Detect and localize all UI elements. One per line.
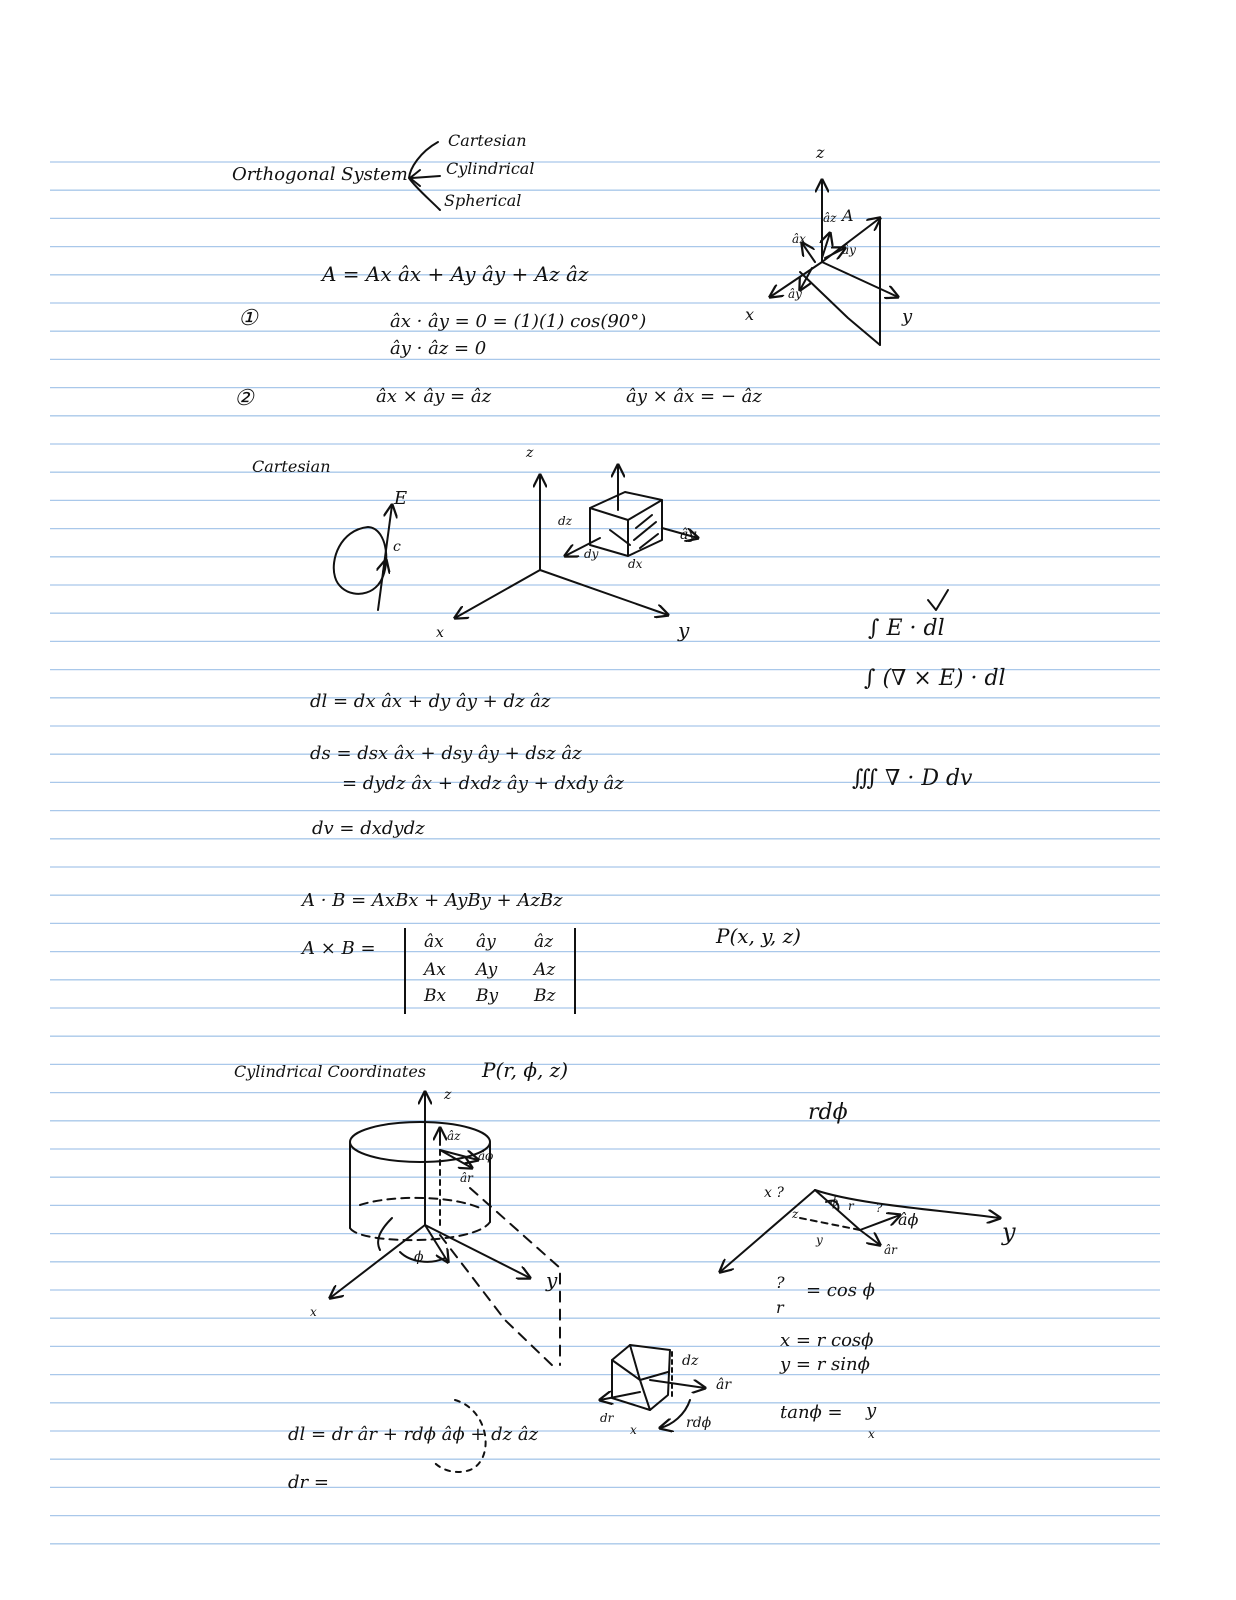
cyl-unit-az: âz bbox=[447, 1129, 461, 1143]
cyl-angle-phi: ϕ bbox=[414, 1249, 424, 1265]
tri-r-label: r bbox=[848, 1199, 854, 1213]
top-axis-y: y bbox=[902, 306, 913, 327]
cube-dx: dx bbox=[628, 557, 643, 571]
cartesian-axis-z: z bbox=[526, 445, 534, 461]
wedge-rdphi: rdϕ bbox=[686, 1415, 712, 1431]
tan-numerator: y bbox=[866, 1400, 877, 1421]
tri-aphi: âϕ bbox=[898, 1210, 919, 1229]
det-cell: By bbox=[476, 986, 499, 1006]
dot-product-line-2: ây · âz = 0 bbox=[390, 338, 487, 359]
cylindrical-dl: dl = dr âr + rdϕ âϕ + dz âz bbox=[288, 1424, 539, 1445]
det-cell: Bx bbox=[424, 986, 447, 1006]
tri-phi-label: ϕ bbox=[830, 1195, 839, 1209]
tri-q-label: ? bbox=[876, 1201, 883, 1215]
cartesian-axes bbox=[455, 465, 698, 618]
frac-rhs: = cos ϕ bbox=[806, 1280, 875, 1301]
cartesian-dl: dl = dx âx + dy ây + dz âz bbox=[310, 691, 551, 712]
contour-c-label: c bbox=[393, 539, 401, 555]
system-arrow-left bbox=[412, 176, 440, 178]
cylinder-diagram bbox=[330, 1092, 560, 1368]
cylindrical-dr: dr = bbox=[288, 1472, 329, 1493]
top-unit-ax: âx bbox=[792, 232, 806, 246]
cartesian-axis-x: x bbox=[436, 625, 444, 641]
cyl-axis-x: x bbox=[310, 1305, 317, 1319]
top-unit-ay2: ây bbox=[788, 287, 802, 301]
dot-product-line-1: âx · ây = 0 = (1)(1) cos(90°) bbox=[390, 311, 647, 332]
det-cell: Ax bbox=[424, 960, 446, 980]
vector-definition: A = Ax âx + Ay ây + Az âz bbox=[322, 262, 589, 286]
tri-z-label: z bbox=[792, 1207, 799, 1221]
det-cell: Az bbox=[534, 960, 556, 980]
cross-product-2: ây × âx = − âz bbox=[626, 386, 762, 407]
cross-product-determinant bbox=[404, 928, 576, 1014]
top-axes-diagram bbox=[770, 180, 898, 345]
tan-denominator: x bbox=[868, 1427, 875, 1441]
cyl-unit-aphi: âϕ bbox=[478, 1149, 494, 1163]
cube-ay: ây bbox=[680, 527, 697, 543]
cube-dz: dz bbox=[558, 514, 573, 528]
cylindrical-point: P(r, ϕ, z) bbox=[482, 1058, 569, 1082]
system-cartesian: Cartesian bbox=[448, 131, 527, 150]
cylindrical-title: Cylindrical Coordinates bbox=[234, 1062, 426, 1081]
dot-product-AB: A · B = AxBx + AyBy + AzBz bbox=[302, 890, 563, 911]
top-unit-ay: ây bbox=[842, 243, 856, 257]
line-integral-curl: ∫ (∇ × E) · dl bbox=[864, 666, 1006, 691]
top-axis-x: x bbox=[745, 305, 755, 324]
tan-lhs: tanϕ = bbox=[780, 1402, 843, 1423]
triangle-diagram bbox=[720, 1190, 1000, 1272]
cartesian-title: Cartesian bbox=[252, 457, 331, 476]
loop-diagram bbox=[334, 505, 392, 610]
tri-y-inner: y bbox=[816, 1233, 823, 1247]
cartesian-axis-y: y bbox=[678, 618, 690, 642]
cross-product-1: âx × ây = âz bbox=[376, 386, 492, 407]
system-cylindrical: Cylindrical bbox=[446, 159, 535, 178]
cross-product-lhs: A × B = bbox=[302, 938, 376, 959]
cyl-axis-y: y bbox=[546, 1268, 558, 1292]
top-unit-az: âz bbox=[823, 211, 837, 225]
tri-ar: âr bbox=[884, 1243, 897, 1257]
det-cell: âz bbox=[534, 932, 554, 952]
cartesian-ds-1: ds = dsx âx + dsy ây + dsz âz bbox=[310, 743, 582, 764]
field-E-label: E bbox=[394, 488, 408, 509]
det-cell: ây bbox=[476, 932, 496, 952]
det-cell: Ay bbox=[476, 960, 498, 980]
property-1-marker: ① bbox=[238, 306, 258, 331]
top-axis-z: z bbox=[816, 143, 825, 162]
wedge-dr: dr bbox=[600, 1411, 614, 1425]
wedge-dz: dz bbox=[682, 1353, 699, 1369]
tri-x-label: x ? bbox=[764, 1185, 784, 1201]
frac-denominator: r bbox=[776, 1298, 784, 1317]
cube-dy: dy bbox=[584, 547, 599, 561]
system-spherical: Spherical bbox=[444, 191, 522, 210]
wedge-ar: âr bbox=[716, 1377, 732, 1393]
tri-axis-y: y bbox=[1002, 1218, 1016, 1246]
wedge-x: x bbox=[630, 1423, 637, 1437]
det-cell: Bz bbox=[534, 986, 556, 1006]
line-integral-E: ∫ E · dl bbox=[868, 616, 945, 641]
property-2-marker: ② bbox=[234, 386, 254, 411]
top-vector-A: A bbox=[842, 206, 854, 225]
det-cell: âx bbox=[424, 932, 444, 952]
cartesian-point: P(x, y, z) bbox=[716, 924, 801, 948]
y-equation: y = r sinϕ bbox=[780, 1354, 870, 1375]
rdphi-note: rdϕ bbox=[808, 1100, 848, 1125]
cyl-axis-z: z bbox=[444, 1087, 452, 1103]
volume-integral-div: ∭ ∇ · D dv bbox=[852, 766, 973, 791]
cartesian-dv: dv = dxdydz bbox=[312, 818, 425, 839]
cartesian-ds-2: = dydz âx + dxdz ây + dxdy âz bbox=[342, 773, 624, 794]
frac-numerator: ? bbox=[776, 1273, 785, 1292]
x-equation: x = r cosϕ bbox=[780, 1330, 874, 1351]
cyl-unit-ar: âr bbox=[460, 1171, 473, 1185]
orthogonal-system-title: Orthogonal System bbox=[232, 164, 408, 185]
